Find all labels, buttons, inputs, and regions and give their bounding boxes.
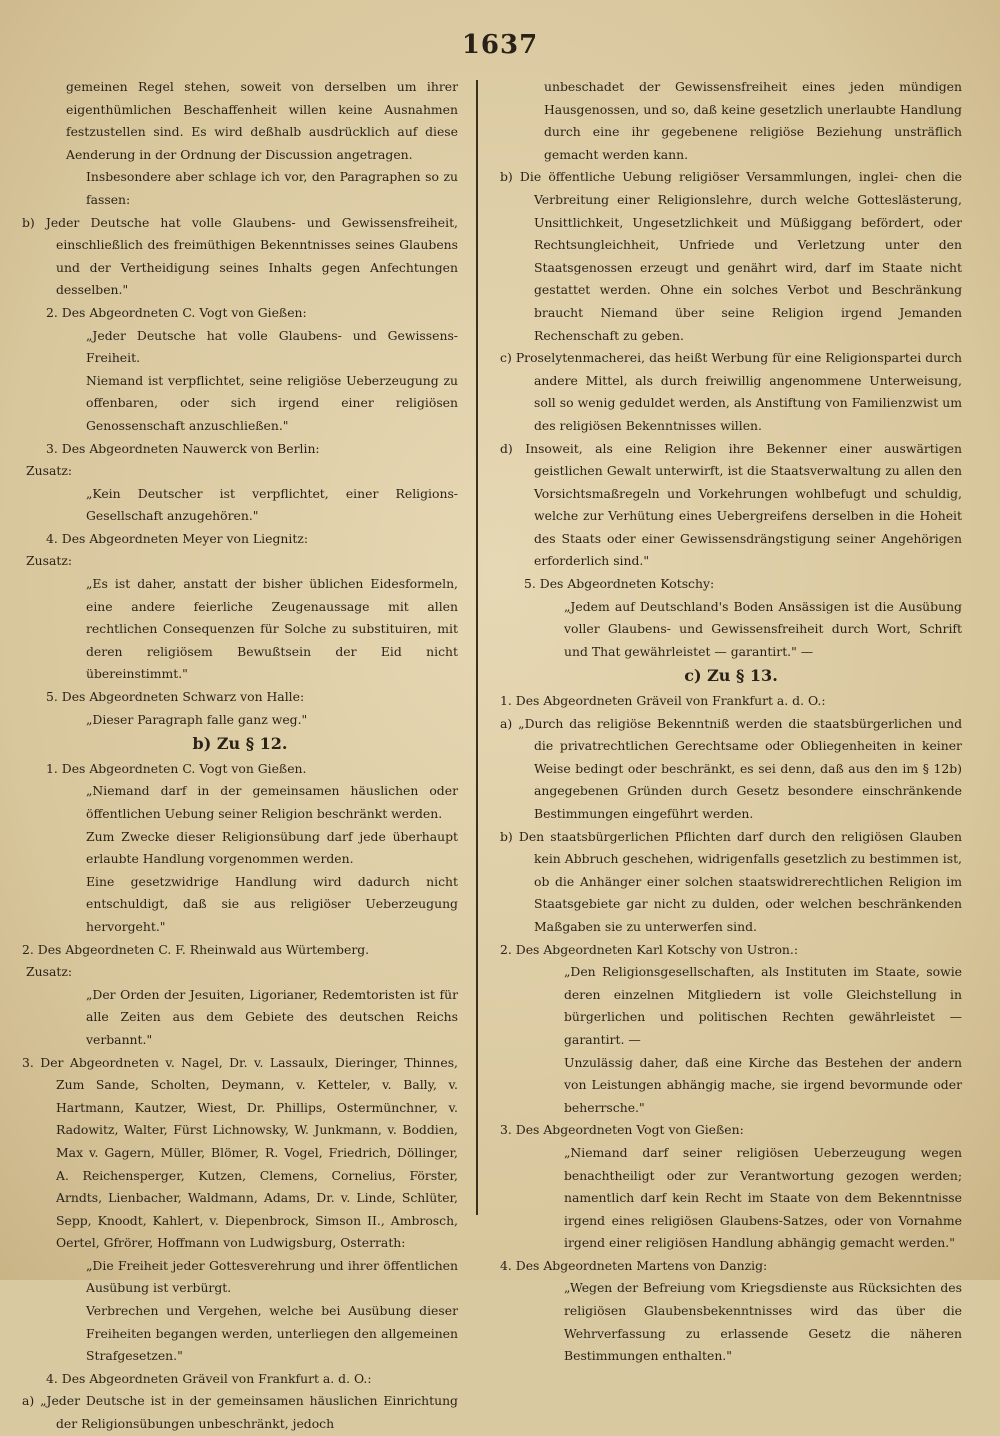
page-number: 1637 [461,30,539,60]
paragraph: 3. Des Abgeordneten Vogt von Gießen: [500,1122,744,1138]
paragraph: Zusatz: [26,553,73,569]
paragraph: „Es ist daher, anstatt der bisher üblichen Eidesformeln, eine andere feierliche Zeugenaussage mit allen rechtlichen Consequenzen für Solche zu substituiren, mit deren religiösem Bewußtsein der Eid nicht übereinstimmt." [86,576,458,682]
paragraph: 1. Des Abgeordneten C. Vogt von Gießen. [46,760,307,776]
paragraph: Niemand ist verpflichtet, seine religiöse Ueberzeugung zu offenbaren, oder sich irgend einer religiösen Genossenschaft anzuschließen." [86,372,458,433]
paragraph: 5. Des Abgeordneten Schwarz von Halle: [46,689,305,705]
paragraph: 1. Des Abgeordneten Gräveil von Frankfurt a. d. O.: [500,693,826,709]
paragraph: „Jeder Deutsche hat volle Glaubens- und Gewissens-Freiheit. [86,327,458,366]
paragraph: b) Die öffentliche Uebung religiöser Versammlungen, inglei- chen die Verbreitung einer Religionslehre, durch welche Gotteslästerung, Unsittlichkeit, Ungesetzlichkeit und Müßiggang befördert, oder Rechtsungleichheit, Unfriede und Verletzung unter den Staatsgenossen erzeugt und genährt wird, darf im Staate nicht gestattet werden. Ohne ein solches Verbot und Beschränkung braucht Niemand über seine Religion irgend Jemanden Rechenschaft zu geben. [500,169,962,343]
section-heading: b) Zu § 12. [192,734,288,754]
paragraph: 5. Des Abgeordneten Kotschy: [524,576,715,592]
paragraph: Verbrechen und Vergehen, welche bei Ausübung dieser Freiheiten begangen werden, unterliegen den allgemeinen Strafgesetzen." [86,1303,458,1364]
right-column [500,76,962,1368]
paragraph: Insbesondere aber schlage ich vor, den Paragraphen so zu fassen: [86,169,458,207]
paragraph: Zum Zwecke dieser Religionsübung darf jede überhaupt erlaubte Handlung vorgenommen werden. [86,828,458,867]
paragraph: „Der Orden der Jesuiten, Ligorianer, Redemtoristen ist für alle Zeiten aus dem Gebiete des deutschen Reichs verbannt." [86,986,458,1047]
paragraph: a) „Jeder Deutsche ist in der gemeinsamen häuslichen Einrichtung der Religionsübungen unbeschränkt, jedoch [22,1393,458,1432]
paragraph: a) „Durch das religiöse Bekenntniß werden die staatsbürgerlichen und die privatrechtlichen Gerechtsame oder Obliegenheiten in keiner Weise bedingt oder beschränkt, es sei denn, daß aus den im § 12b) angegebenen Gründen durch Gesetz besondere einschränkende Bestimmungen eingeführt werden. [500,715,962,821]
section-heading: c) Zu § 13. [684,666,778,686]
paragraph: c) Proselytenmacherei, das heißt Werbung für eine Religionspartei durch andere Mittel, als durch freiwillig angenommene Unterweisung, soll so wenig geduldet werden, als Anstiftung von Familienzwist um des religiösen Bekenntnisses willen. [500,350,962,433]
paragraph: Unzulässig daher, daß eine Kirche das Bestehen der andern von Leistungen abhängig mache, sie irgend bevormunde oder beherrsche." [564,1054,962,1115]
paragraph: „Dieser Paragraph falle ganz weg." [86,711,308,727]
paragraph: b) Den staatsbürgerlichen Pflichten darf durch den religiösen Glauben kein Abbruch geschehen, widrigenfalls gesetzlich zu bestimmen ist, ob die Anhänger einer solchen staatswidrerechtlichen Religion im Staatsgebiete gar nicht zu dulden, oder welchen beschränkenden Maßgaben sie zu unterwerfen sind. [500,828,962,934]
paragraph: unbeschadet der Gewissensfreiheit eines jeden mündigen Hausgenossen, und so, daß keine gesetzlich unerlaubte Handlung durch eine ihr gegebenene religiöse Beziehung unsträflich gemacht werden kann. [544,79,962,162]
paragraph: 2. Des Abgeordneten Karl Kotschy von Ustron.: [500,941,799,957]
paragraph: „Wegen der Befreiung vom Kriegsdienste aus Rücksichten des religiösen Glaubensbekenntnisses wird das über die Wehrverfassung zu erlassende Gesetz die näheren Bestimmungen enthalten." [564,1280,962,1364]
paragraph: 3. Des Abgeordneten Nauwerck von Berlin: [46,440,320,456]
paragraph: Zusatz: [26,964,73,980]
paragraph: d) Insoweit, als eine Religion ihre Bekenner einer auswärtigen geistlichen Gewalt unterwirft, ist die Staatsverwaltung zu allen den Vorsichtsmaßregeln und Vorkehrungen wohlbefugt und schuldig, welche zur Verhütung eines Uebergreifens derselben in die Hoheit des Staats oder einer Gewissensdrängstigung seiner Angehörigen erforderlich sind." [500,440,962,569]
paragraph: 4. Des Abgeordneten Meyer von Liegnitz: [46,530,309,546]
paragraph: 3. Der Abgeordneten v. Nagel, Dr. v. Lassaulx, Dieringer, Thinnes, Zum Sande, Scholten, Deymann, v. Ketteler, v. Bally, v. Hartmann, Kautzer, Wiest, Dr. Phillips, Ostermünchner, v. Radowitz, Walter, Fürst Lichnowsky, W. Junkmann, v. Boddien, Max v. Gagern, Müller, Blömer, R. Vogel, Friedrich, Döllinger, A. Reichensperger, Kutzen, Clemens, Cornelius, Förster, Arndts, Lienbacher, Waldmann, Adams, Dr. v. Linde, Schlüter, Sepp, Knoodt, Kahlert, v. Diepenbrock, Simson II., Ambrosch, Oertel, Gfrörer, Hoffmann von Ludwigsburg, Osterrath: [22,1054,458,1251]
paragraph: „Kein Deutscher ist verpflichtet, einer Religions-Gesellschaft anzugehören." [86,485,458,524]
paragraph: 2. Des Abgeordneten C. Vogt von Gießen: [46,304,307,320]
paragraph: b) Jeder Deutsche hat volle Glaubens- und Gewissensfreiheit, einschließlich des freimüthigen Bekenntnisses seines Glaubens und der Vertheidigung seines Inhalts gegen Anfechtungen desselben." [22,214,458,298]
paragraph: Zusatz: [26,463,73,479]
paragraph: 4. Des Abgeordneten Gräveil von Frankfurt a. d. O.: [46,1370,372,1386]
paragraph: „Den Religionsgesellschaften, als Instituten im Staate, sowie deren einzelnen Mitgliedern ist volle Gleichstellung in bürgerlichen und politischen Rechten gewährleistet — garantirt. — [564,964,962,1047]
paragraph: 4. Des Abgeordneten Martens von Danzig: [500,1257,768,1273]
left-column [22,76,458,1436]
paragraph: „Niemand darf seiner religiösen Ueberzeugung wegen benachtheiligt oder zur Verantwortung gezogen werden; namentlich darf kein Recht im Staate von dem Bekenntnisse irgend eines religiösen Glaubens-Satzes, oder von Vornahme irgend einer religiösen Handlung abhängig gemacht werden." [564,1144,962,1251]
paragraph: 2. Des Abgeordneten C. F. Rheinwald aus Würtemberg. [22,941,370,957]
paragraph: gemeinen Regel stehen, soweit von derselben um ihrer eigenthümlichen Beschaffenheit willen keine Ausnahmen festzustellen sind. Es wird deßhalb ausdrücklich auf diese Aenderung in der Ordnung der Discussion angetragen. [66,79,458,162]
column-divider [476,80,478,1215]
paragraph: „Die Freiheit jeder Gottesverehrung und ihrer öffentlichen Ausübung ist verbürgt. [86,1257,458,1296]
paragraph: „Jedem auf Deutschland's Boden Ansässigen ist die Ausübung voller Glaubens- und Gewissensfreiheit durch Wort, Schrift und That gewährleistet — garantirt." — [564,598,962,659]
paragraph: Eine gesetzwidrige Handlung wird dadurch nicht entschuldigt, daß sie aus religiöser Ueberzeugung hervorgeht." [86,873,458,934]
paragraph: „Niemand darf in der gemeinsamen häuslichen oder öffentlichen Uebung seiner Religion beschränkt werden. [86,783,458,821]
